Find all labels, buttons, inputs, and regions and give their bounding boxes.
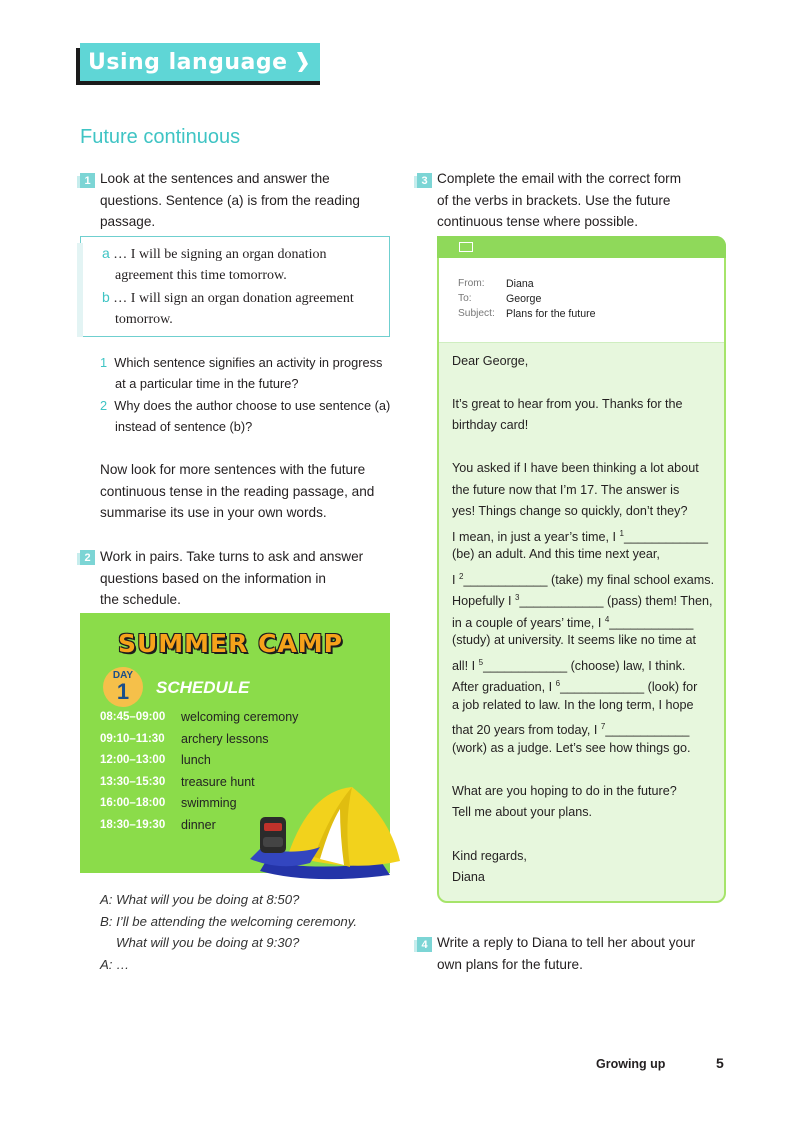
email-line: the future now that I’m 17. The answer is	[452, 483, 680, 497]
summer-camp-schedule	[80, 613, 390, 873]
email-text: in a couple of years’ time, I	[452, 616, 605, 631]
blank-number: 7	[600, 722, 606, 731]
task-2-line: questions based on the information in	[100, 570, 326, 586]
task-1-line: Look at the sentences and answer the	[100, 171, 330, 186]
blank-number: 6	[555, 679, 561, 688]
footer-section-name: Growing up	[596, 1057, 666, 1071]
day-badge	[103, 667, 143, 707]
task-2-line: Work in pairs. Take turns to ask and answer	[100, 549, 364, 564]
email-closing: Kind regards,	[452, 849, 527, 863]
section-title: Future continuous	[80, 126, 241, 148]
task-4-number: 4	[417, 937, 432, 952]
camp-title: SUMMER CAMP	[118, 629, 343, 658]
email-line: What are you hoping to do in the future?	[452, 784, 677, 798]
blank-number: 4	[604, 615, 610, 624]
follow-up-line: summarise its use in your own words.	[100, 505, 327, 520]
task-1-instructions	[100, 168, 360, 233]
email-line: (study) at university. It seems like no time at	[452, 633, 697, 647]
task-4-instructions	[437, 932, 695, 975]
blank-number: 1	[619, 529, 624, 538]
email-blank: ____________ (pass) them! Then,	[519, 594, 713, 609]
example-a	[102, 243, 327, 266]
email-text: that 20 years from today, I	[452, 723, 601, 738]
email-text: I	[452, 573, 459, 588]
example-b-letter: b	[102, 289, 110, 305]
dialogue-line: A: …	[100, 957, 130, 972]
email-line: yes! Things change so quickly, don’t they?	[452, 504, 688, 518]
task-3-line: of the verbs in brackets. Use the future	[437, 192, 671, 208]
tent-illustration	[240, 763, 400, 889]
section-banner	[80, 43, 320, 81]
to-value: George	[506, 293, 542, 305]
schedule-activity: dinner	[181, 818, 216, 832]
question-2-text: Why does the author choose to use sentence (a)	[114, 398, 391, 413]
email-blank: ____________	[623, 530, 709, 545]
email-line: (work) as a judge. Let’s see how things go.	[452, 741, 691, 755]
email-line: (be) an adult. And this time next year,	[452, 547, 660, 561]
question-2-text-cont: instead of sentence (b)?	[115, 419, 253, 434]
task-2-number: 2	[80, 550, 95, 565]
question-1-text: Which sentence signifies an activity in progress	[114, 355, 383, 370]
follow-up-line: continuous tense in the reading passage, and	[100, 483, 375, 499]
task-1-number: 1	[80, 173, 95, 188]
schedule-activity: treasure hunt	[181, 775, 255, 789]
schedule-activity: lunch	[181, 753, 211, 767]
email-blank: ____________	[605, 723, 690, 738]
task-4-line: Write a reply to Diana to tell her about your	[437, 935, 696, 950]
schedule-time: 08:45–09:00	[100, 711, 166, 723]
question-2-number: 2	[100, 398, 108, 413]
task-3-line: Complete the email with the correct form	[437, 171, 682, 186]
question-1	[100, 352, 382, 374]
email-text: all! I	[452, 659, 479, 674]
task-2-instructions	[100, 546, 363, 611]
task-1-line: questions. Sentence (a) is from the reading	[100, 192, 360, 208]
schedule-title: SCHEDULE	[156, 678, 250, 697]
schedule-activity: swimming	[181, 796, 237, 810]
example-a-text-cont: agreement this time tomorrow.	[115, 268, 287, 283]
email-line: You asked if I have been thinking a lot about	[452, 461, 699, 475]
email-line: It’s great to hear from you. Thanks for the	[452, 397, 683, 411]
email-text: After graduation, I	[452, 680, 556, 695]
email-blank: ____________	[609, 616, 694, 631]
task-4-line: own plans for the future.	[437, 956, 583, 972]
day-number: 1	[116, 679, 130, 704]
task-3-instructions	[437, 168, 681, 233]
example-b-text-cont: tomorrow.	[115, 312, 173, 327]
question-2	[100, 395, 390, 417]
task-1-line: passage.	[100, 214, 156, 229]
subject-value: Plans for the future	[506, 308, 596, 320]
schedule-time: 18:30–19:30	[100, 819, 166, 831]
subject-label: Subject:	[458, 308, 495, 319]
task-2-line: the schedule.	[100, 592, 181, 607]
banner-arrow-icon	[297, 52, 308, 72]
email-text: I mean, in just a year’s time, I	[452, 530, 620, 545]
from-label: From:	[458, 278, 485, 289]
example-a-text: … I will be signing an organ donation	[113, 247, 327, 262]
question-1-number: 1	[100, 355, 108, 370]
task-3-line: continuous tense where possible.	[437, 214, 639, 229]
schedule-time: 12:00–13:00	[100, 754, 166, 766]
question-1-text-cont: at a particular time in the future?	[115, 376, 299, 391]
schedule-activity: welcoming ceremony	[181, 710, 299, 724]
to-label: To:	[458, 293, 472, 304]
email-title-bar	[437, 236, 726, 258]
email-line: Tell me about your plans.	[452, 805, 593, 819]
email-line: a job related to law. In the long term, I hope	[452, 698, 694, 712]
example-b	[102, 287, 354, 310]
dialogue-line: A: What will you be doing at 8:50?	[100, 892, 300, 907]
blank-number: 5	[478, 658, 484, 667]
email-line: birthday card!	[452, 418, 529, 432]
task-1-follow-up	[100, 459, 374, 524]
day-label: DAY	[112, 670, 134, 681]
schedule-time: 13:30–15:30	[100, 776, 166, 788]
email-blank: ____________ (look) for	[560, 680, 698, 695]
dialogue-line: B: I’ll be attending the welcoming ceremony.	[100, 914, 358, 929]
example-a-letter: a	[102, 245, 110, 261]
blank-number: 2	[459, 572, 464, 581]
email-blank: ____________ (choose) law, I think.	[483, 659, 686, 674]
schedule-activity: archery lessons	[181, 732, 269, 746]
email-blank: ____________ (take) my final school exams.	[463, 573, 715, 588]
dialogue-line: What will you be doing at 9:30?	[116, 935, 300, 950]
email-header	[439, 258, 724, 343]
blank-number: 3	[515, 593, 520, 602]
follow-up-line: Now look for more sentences with the future	[100, 462, 366, 477]
email-signature: Diana	[452, 870, 485, 884]
schedule-time: 16:00–18:00	[100, 797, 166, 809]
banner-title: Using language	[88, 49, 288, 75]
task-3-number: 3	[417, 173, 432, 188]
email-card	[437, 236, 726, 903]
envelope-icon	[459, 242, 473, 252]
email-greeting: Dear George,	[452, 354, 529, 368]
example-sentences-box	[80, 236, 390, 337]
example-b-text: … I will sign an organ donation agreement	[113, 291, 354, 306]
schedule-time: 09:10–11:30	[100, 733, 165, 745]
email-text: Hopefully I	[452, 594, 515, 609]
page-number: 5	[716, 1055, 724, 1071]
from-value: Diana	[506, 278, 534, 290]
